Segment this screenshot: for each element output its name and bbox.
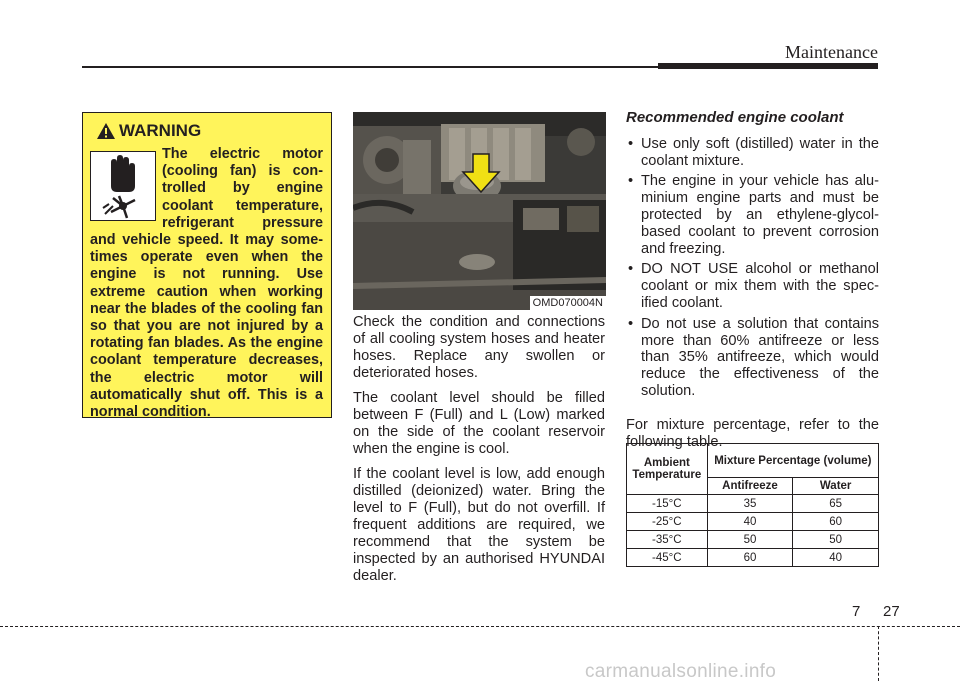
section-title: Maintenance: [785, 42, 878, 62]
table-row: [627, 531, 879, 549]
warning-text: The electric motor (cooling fan) is con- trolled by engine coolant temperature, refrigerant pressure and vehicle speed. It may some- times operate even when the engine is not running. Use extreme caution when working near the blades of the cooling fan so that you are not injured by a rotating fan blades. As the engine coolant temperature decreases, the electric motor will automatically shut off. This is a normal condition.: [90, 146, 323, 421]
header-tab-bar: [658, 63, 878, 69]
water-cell: 60: [793, 513, 879, 531]
section-number: 7: [852, 603, 861, 620]
warning-heading-label: WARNING: [119, 121, 202, 140]
water-cell: 65: [793, 495, 879, 513]
ambient-temperature-header: Ambient Temperature: [627, 444, 708, 495]
water-cell: 40: [793, 549, 879, 567]
watermark: carmanualsonline.info: [585, 661, 777, 682]
temperature-cell: -35°C: [627, 531, 708, 549]
body-column: [353, 314, 605, 593]
temperature-cell: -25°C: [627, 513, 708, 531]
antifreeze-cell: 40: [707, 513, 793, 531]
list-item: • The engine in your vehicle has alu- minium engine parts and must be protected by an ethylene-glycol- based coolant to prevent corrosion and freezing.: [626, 173, 879, 257]
table-row: [627, 495, 879, 513]
body-paragraph: Check the condition and connections of all cooling system hoses and heater hoses. Replace any swollen or deteriorated hoses.: [353, 314, 605, 381]
antifreeze-header: Antifreeze: [707, 478, 793, 495]
page-number: 27: [883, 603, 900, 620]
temperature-cell: -45°C: [627, 549, 708, 567]
body-paragraph: If the coolant level is low, add enough distilled (deionized) water. Bring the level to F (Full), but do not overfill. If frequent additions are required, we recommend that the system be inspected by an authorised HYUNDAI dealer.: [353, 466, 605, 584]
warning-heading: [97, 121, 201, 141]
photo-reference-code: OMD070004N: [530, 296, 606, 310]
coolant-section: [626, 110, 879, 450]
warning-box: [82, 112, 332, 421]
list-item: • Do not use a solution that contains more than 60% antifreeze or less than 35% antifreeze, which would reduce the effectiveness of the solution.: [626, 316, 879, 400]
list-item: • DO NOT USE alcohol or methanol coolant or mix them with the spec- ified coolant.: [626, 261, 879, 311]
water-cell: 50: [793, 531, 879, 549]
coolant-bullet-list: [626, 136, 879, 400]
body-paragraph: The coolant level should be filled between F (Full) and L (Low) marked on the side of the coolant reservoir when the engine is cool.: [353, 390, 605, 457]
table-row: [627, 513, 879, 531]
table-reference-note: For mixture percentage, refer to the following table.: [626, 416, 879, 450]
coolant-section-title: Recommended engine coolant: [626, 109, 844, 126]
footer-dashed-rule: [0, 626, 960, 627]
warning-triangle-icon: [97, 123, 115, 139]
antifreeze-cell: 50: [707, 531, 793, 549]
table-row: [627, 549, 879, 567]
temperature-cell: -15°C: [627, 495, 708, 513]
warning-text-block: [90, 146, 323, 421]
water-header: Water: [793, 478, 879, 495]
list-item: • Use only soft (distilled) water in the coolant mixture.: [626, 136, 879, 170]
antifreeze-cell: 60: [707, 549, 793, 567]
antifreeze-cell: 35: [707, 495, 793, 513]
footer-dashed-divider: [878, 626, 879, 681]
engine-reservoir-photo: [353, 112, 606, 310]
mixture-percentage-header: Mixture Percentage (volume): [707, 444, 878, 478]
coolant-mixture-table: [626, 443, 879, 567]
